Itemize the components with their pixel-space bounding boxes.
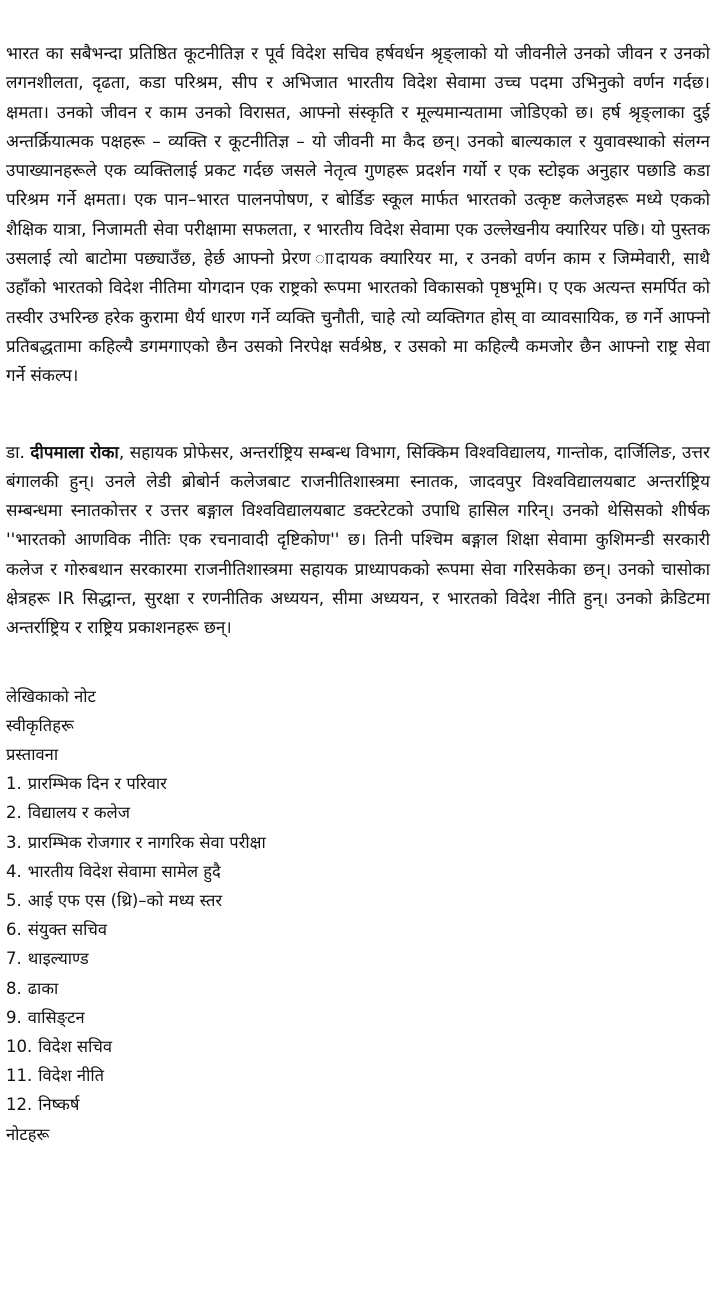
- toc-chapter-title: विदेश नीति: [38, 1066, 105, 1086]
- toc-front-item: प्रस्तावना: [6, 745, 59, 765]
- toc-chapter-title: प्रारम्भिक रोजगार र नागरिक सेवा परीक्षा: [27, 832, 266, 852]
- toc-chapter-number: 8.: [6, 978, 22, 998]
- toc-chapter-number: 7.: [6, 949, 22, 969]
- author-title-prefix: डा.: [6, 442, 31, 463]
- toc-chapter-item: [6, 769, 710, 798]
- toc-chapter-title: भारतीय विदेश सेवामा सामेल हुदै: [27, 861, 221, 881]
- toc-chapter-item: [6, 1090, 710, 1119]
- toc-chapter-item: [6, 1061, 710, 1090]
- toc-chapter-item: [6, 1003, 710, 1032]
- toc-chapter-item: [6, 1032, 710, 1061]
- toc-back-item: नोटहरू: [6, 1124, 50, 1144]
- toc-chapter-title: निष्कर्ष: [38, 1095, 80, 1115]
- toc-chapter-number: 10.: [6, 1037, 33, 1057]
- toc-chapter-number: 12.: [6, 1095, 33, 1115]
- toc-chapter-item: [6, 944, 710, 973]
- toc-chapter-number: 3.: [6, 832, 22, 852]
- table-of-contents: [6, 682, 710, 1149]
- toc-chapter-title: विद्यालय र कलेज: [27, 803, 130, 823]
- intro-paragraph: भारत का सबैभन्दा प्रतिष्ठित कूटनीतिज्ञ र पूर्व विदेश सचिव हर्षवर्धन श्रृङ्लाको यो जीवनीले उनको जीवन र उनको लगनशीलता, दृढता, कडा परिश्रम, सीप र अभिजात भारतीय विदेश सेवामा उच्च पदमा उभिनुको वर्णन गर्दछ। क्षमता। उनको जीवन र काम उनको विरासत, आफ्नो संस्कृति र मूल्यमान्यतामा जोडिएको छ। हर्ष श्रृङ्लाका दुई अन्तर्क्रियात्मक पक्षहरू – व्यक्ति र कूटनीतिज्ञ – यो जीवनी मा कैद छन्। उनको बाल्यकाल र युवावस्थाको संलग्न उपाख्यानहरूले एक व्यक्तिलाई प्रकट गर्दछ जसले नेतृत्व गुणहरू प्रदर्शन गर्यो र एक स्टोइक अनुहार पछाडि कडा परिश्रम गर्ने क्षमता। एक पान–भारत पालनपोषण, र बोर्डिङ स्कूल मार्फत भारतको उत्कृष्ट कलेजहरू मध्ये एकको शैक्षिक यात्रा, निजामती सेवा परीक्षामा सफलता, र भारतीय विदेश सेवामा एक उल्लेखनीय क्यारियर पछि। यो पुस्तक उसलाई त्यो बाटोमा पछ्याउँछ, हेर्छ आफ्नो प्रेरण ाादायक क्यारियर मा, र उनको वर्णन काम र जिम्मेवारी, साथै उहाँको भारतको विदेश नीतिमा योगदान एक राष्ट्रको रूपमा भारतको विकासको पृष्ठभूमि। ए एक अत्यन्त समर्पित को तस्वीर उभरिन्छ हरेक कुरामा धैर्य धारण गर्ने व्यक्ति चुनौती, चाहे त्यो व्यक्तिगत होस् वा व्यावसायिक, छ गर्ने आफ्नो प्रतिबद्धतामा कहिल्यै डगमगाएको छैन उसको निरपेक्ष सर्वश्रेष्ठ, र उसको मा कहिल्यै कमजोर छैन आफ्नो राष्ट्र सेवा गर्ने संकल्प।: [6, 44, 710, 387]
- toc-chapter-item: [6, 798, 710, 827]
- toc-chapter-number: 6.: [6, 920, 22, 940]
- toc-chapter-title: विदेश सचिव: [38, 1037, 113, 1057]
- author-bio-paragraph: [6, 439, 710, 644]
- book-blurb-page: [6, 40, 710, 1149]
- toc-chapter-item: [6, 974, 710, 1003]
- toc-chapter-item: [6, 915, 710, 944]
- toc-chapter-number: 4.: [6, 861, 22, 881]
- toc-chapter-number: 1.: [6, 774, 22, 794]
- toc-chapter-item: [6, 857, 710, 886]
- toc-front-item: स्वीकृतिहरू: [6, 715, 74, 735]
- toc-chapter-number: 11.: [6, 1066, 33, 1086]
- toc-chapter-number: 9.: [6, 1007, 22, 1027]
- toc-chapter-title: थाइल्याण्ड: [27, 949, 89, 969]
- toc-front-item: लेखिकाको नोट: [6, 686, 96, 706]
- toc-chapter-title: आई एफ एस (थ्रि)–को मध्य स्तर: [27, 891, 223, 911]
- toc-chapter-number: 5.: [6, 891, 22, 911]
- toc-chapter-title: प्रारम्भिक दिन र परिवार: [27, 774, 167, 794]
- toc-chapter-number: 2.: [6, 803, 22, 823]
- author-bio-text: , सहायक प्रोफेसर, अन्तर्राष्ट्रिय सम्बन्ध विभाग, सिक्किम विश्वविद्यालय, गान्तोक, दार्जिलिङ, उत्तर बंगालकी हुन्। उनले लेडी ब्रोबोर्न कलेजबाट राजनीतिशास्त्रमा स्नातक, जादवपुर विश्वविद्यालयबाट अन्तर्राष्ट्रिय सम्बन्धमा स्नातकोत्तर र उत्तर बङ्गाल विश्वविद्यालयबाट डक्टरेटको उपाधि हासिल गरिन्। उनको थेसिसको शीर्षक ''भारतको आणविक नीतिः एक रचनावादी दृष्टिकोण'' छ। तिनी पश्चिम बङ्गाल शिक्षा सेवामा कुशिमन्डी सरकारी कलेज र गोरुबथान सरकारमा राजनीतिशास्त्रमा सहायक प्राध्यापकको रूपमा सेवा गरिसकेका छन्। उनको चासोका क्षेत्रहरू IR सिद्धान्त, सुरक्षा र रणनीतिक अध्ययन, सीमा अध्ययन, र भारतको विदेश नीति हुन्। उनको क्रेडिटमा अन्तर्राष्ट्रिय र राष्ट्रिय प्रकाशनहरू छन्।: [6, 442, 710, 639]
- toc-chapter-title: ढाका: [27, 978, 59, 998]
- toc-chapter-title: संयुक्त सचिव: [27, 920, 108, 940]
- toc-chapter-item: [6, 886, 710, 915]
- toc-chapter-title: वासिङ्टन: [27, 1007, 85, 1027]
- author-name: दीपमाला रोका: [30, 442, 119, 463]
- toc-chapter-item: [6, 828, 710, 857]
